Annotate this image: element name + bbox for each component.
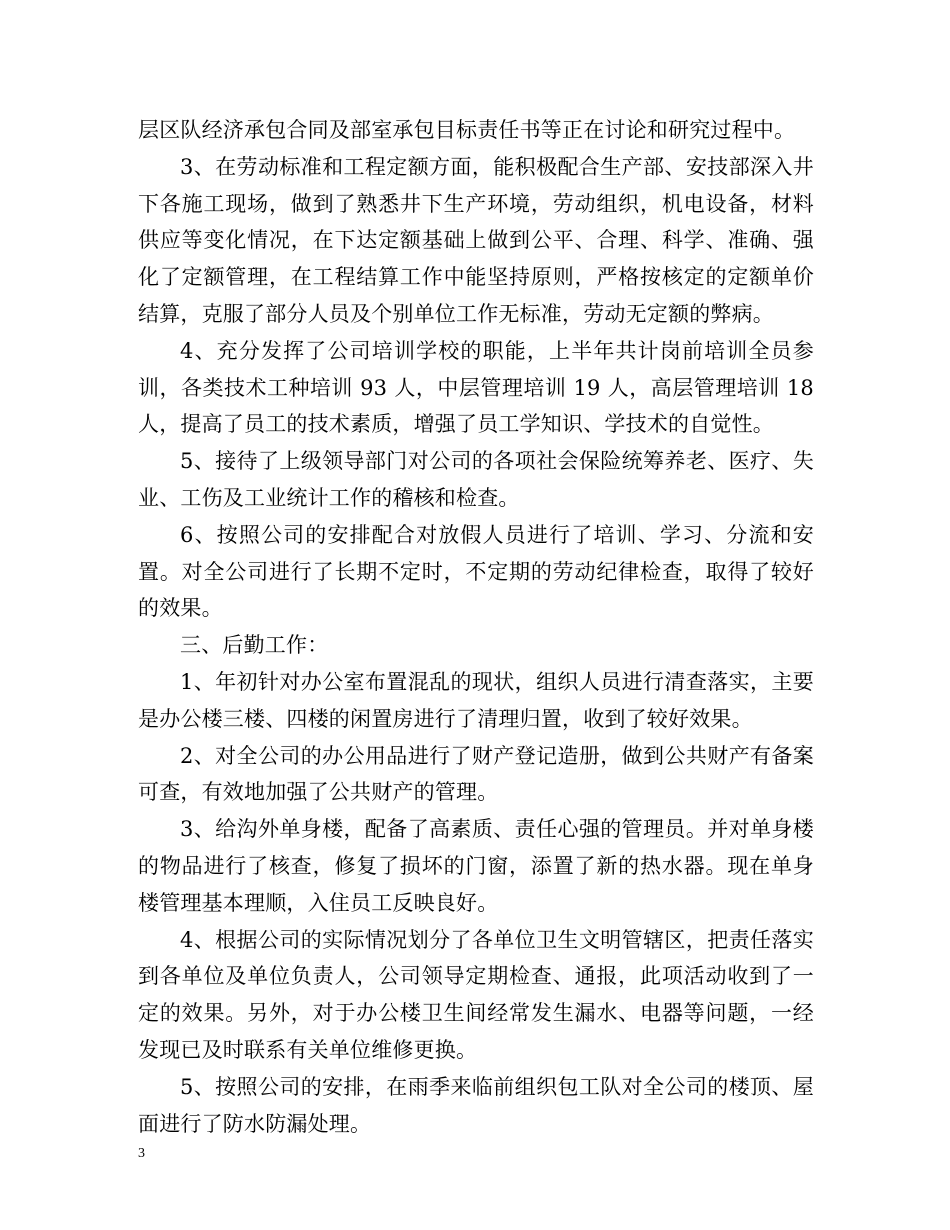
paragraph-logistics-4: 4、根据公司的实际情况划分了各单位卫生文明管辖区，把责任落实到各单位及单位负责人，公司领导定期检查、通报，此项活动收到了一定的效果。另外，对于办公楼卫生间经常发生漏水、电器等问题，一经发现已及时联系有关单位维修更换。 xyxy=(138,927,814,1062)
page-number: 3 xyxy=(138,1146,145,1161)
paragraph-logistics-2: 2、对全公司的办公用品进行了财产登记造册，做到公共财产有备案可查，有效地加强了公共财产的管理。 xyxy=(138,743,814,805)
paragraph-logistics-1: 1、年初针对办公室布置混乱的现状，组织人员进行清查落实，主要是办公楼三楼、四楼的闲置房进行了清理归置，收到了较好效果。 xyxy=(138,669,814,731)
paragraph-logistics-3: 3、给沟外单身楼，配备了高素质、责任心强的管理员。并对单身楼的物品进行了核查，修复了损坏的门窗，添置了新的热水器。现在单身楼管理基本理顺，入住员工反映良好。 xyxy=(138,817,814,915)
paragraph-item-3-labor-standards: 3、在劳动标准和工程定额方面，能积极配合生产部、安技部深入井下各施工现场，做到了熟悉井下生产环境，劳动组织，机电设备，材料供应等变化情况，在下达定额基础上做到公平、合理、科学、准确、强化了定额管理，在工程结算工作中能坚持原则，严格按核定的定额单价结算，克服了部分人员及个别单位工作无标准，劳动无定额的弊病。 xyxy=(138,154,814,326)
paragraph-item-6-personnel: 6、按照公司的安排配合对放假人员进行了培训、学习、分流和安置。对全公司进行了长期不定时，不定期的劳动纪律检查，取得了较好的效果。 xyxy=(138,522,814,621)
paragraph-item-4-training: 4、充分发挥了公司培训学校的职能，上半年共计岗前培训全员参训，各类技术工种培训 93 人，中层管理培训 19 人，高层管理培训 18 人，提高了员工的技术素质，增强了员工学知识、学技术的自觉性。 xyxy=(138,338,814,437)
section-heading-logistics: 三、后勤工作： xyxy=(180,633,329,658)
paragraph-logistics-5: 5、按照公司的安排，在雨季来临前组织包工队对全公司的楼顶、屋面进行了防水防漏处理。 xyxy=(138,1074,814,1136)
document-body xyxy=(138,112,814,1142)
paragraph-item-5-insurance-audit: 5、接待了上级领导部门对公司的各项社会保险统筹养老、医疗、失业、工伤及工业统计工作的稽核和检查。 xyxy=(138,449,814,510)
paragraph-continuation: 层区队经济承包合同及部室承包目标责任书等正在讨论和研究过程中。 xyxy=(138,118,796,142)
